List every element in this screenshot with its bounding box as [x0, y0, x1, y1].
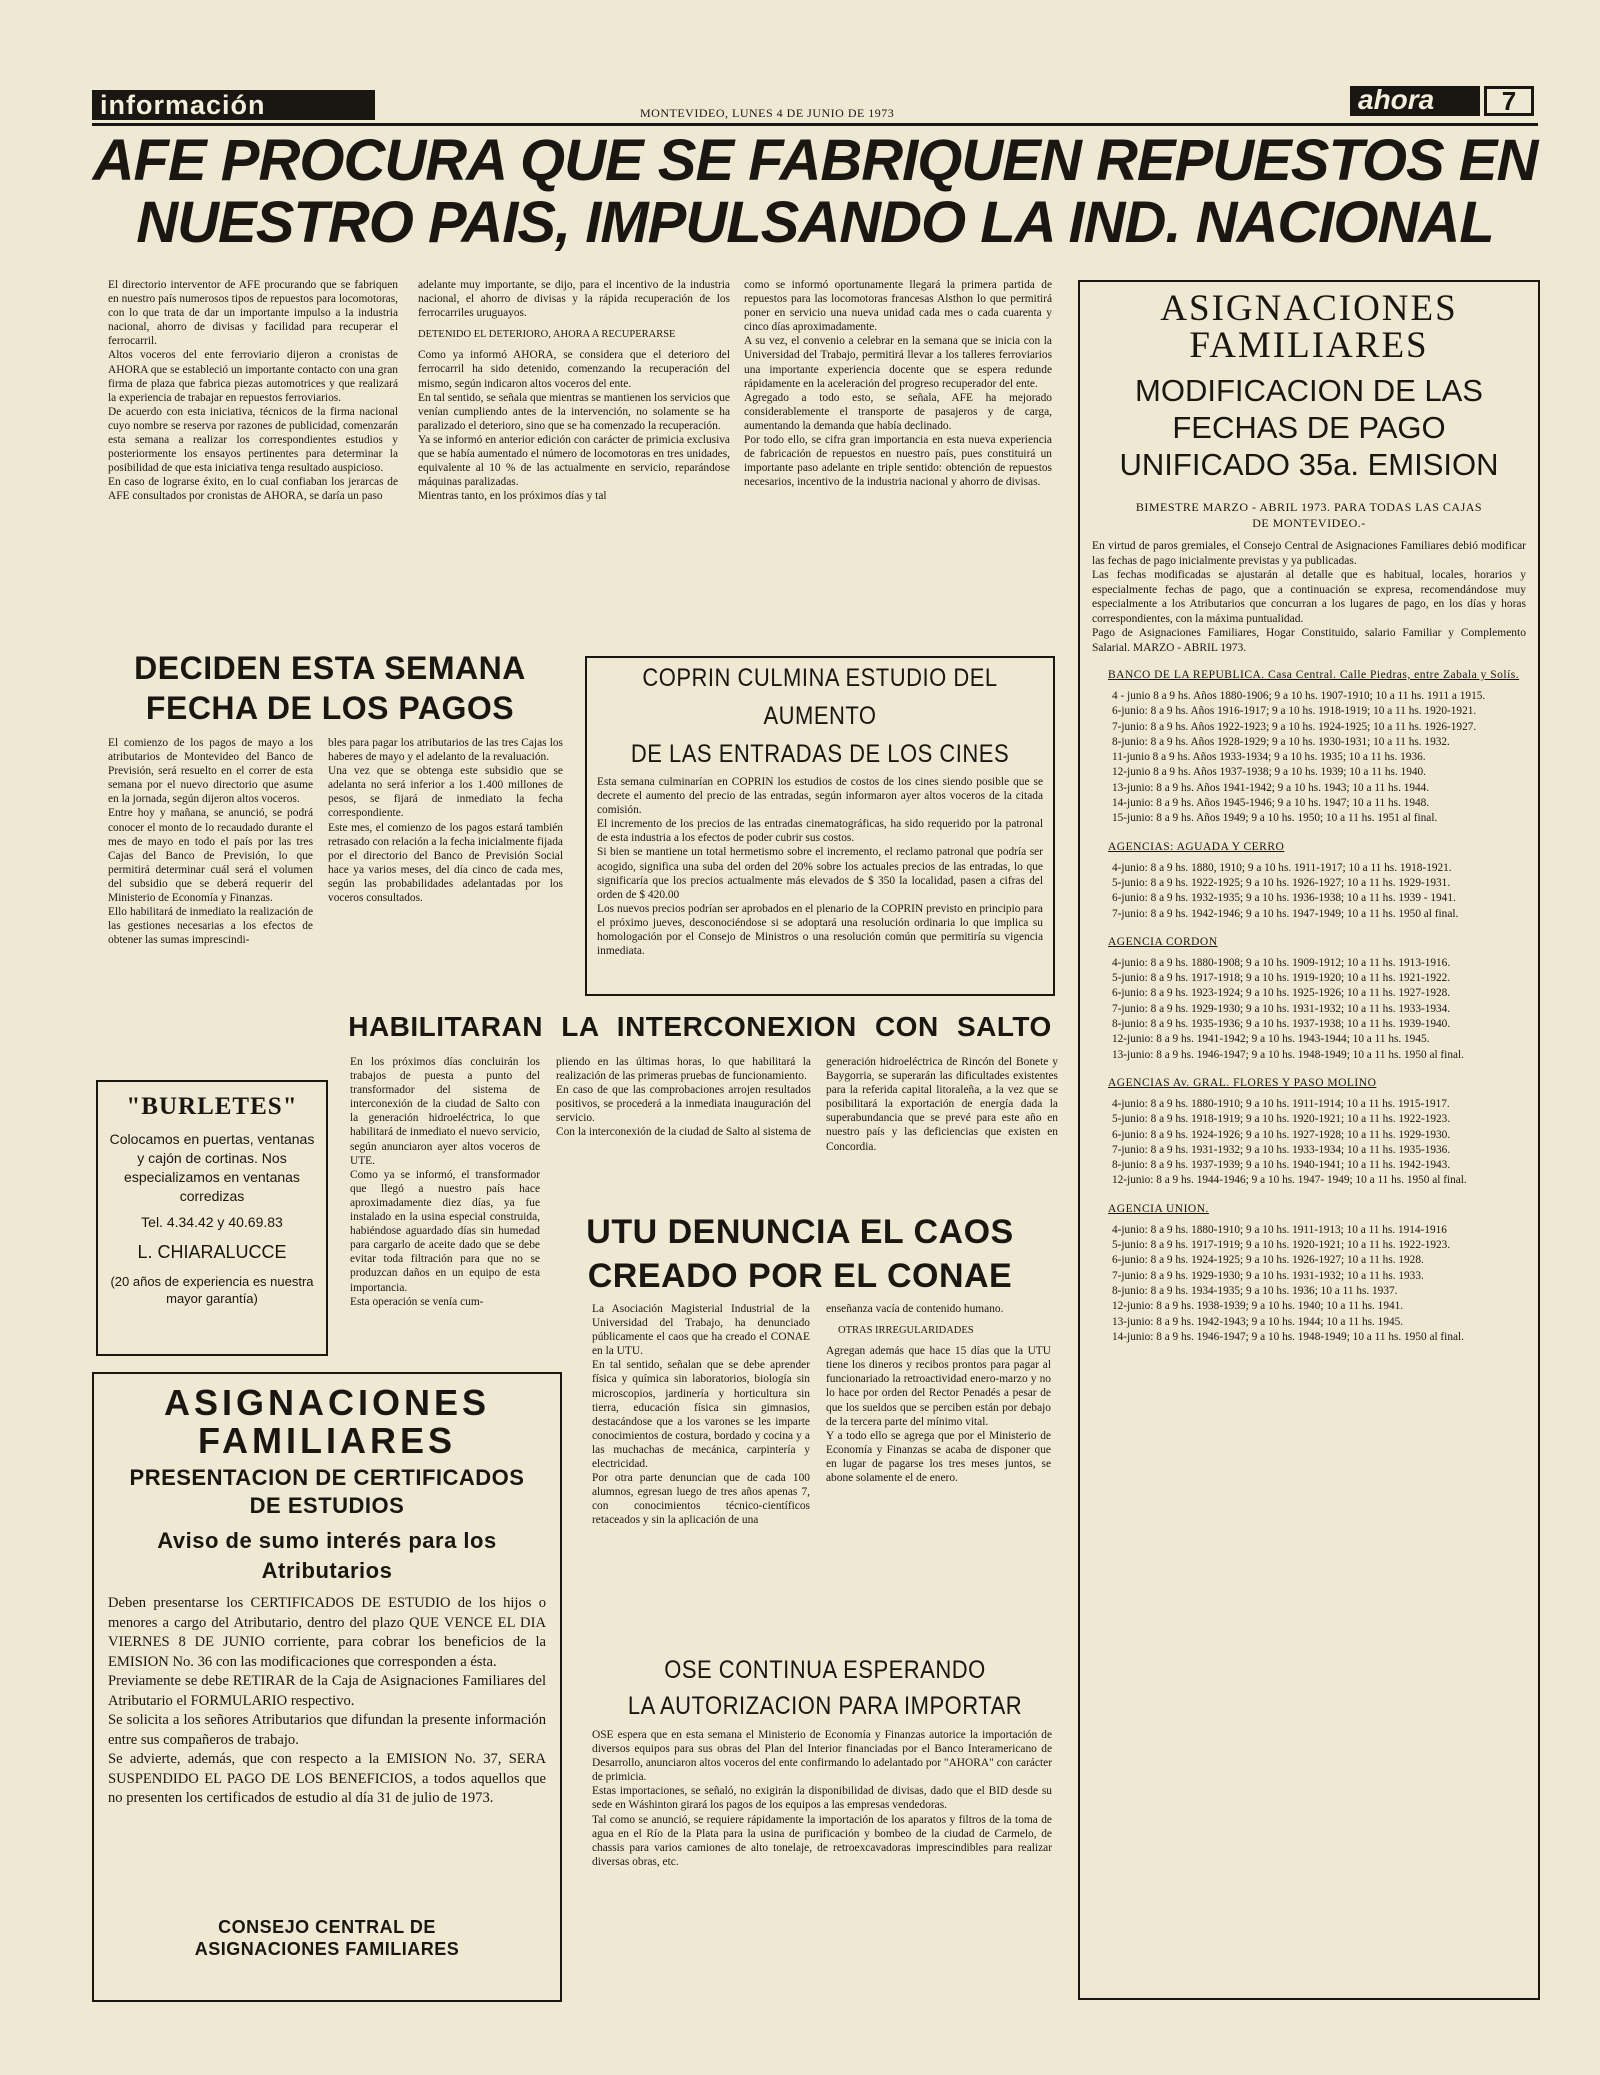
agency-schedule	[1092, 861, 1526, 922]
certificados-notice	[92, 1372, 562, 2002]
page-number	[1484, 86, 1534, 116]
burletes-footer: (20 años de experiencia es nuestra mayor garantía)	[110, 1274, 314, 1306]
pagos-article-col2: bles para pagar los atributarios de las tres Cajas los haberes de mayo y el adelanto de la revaluación. Una vez que se obtenga este subsidio que se adelanta no será inferior a los 1.400 millones de pesos, se fijará de inmediato la fecha correspondiente. Este mes, el comienzo de los pagos estará también retrasado con relación a la fecha inicialmente fijada por el directorio del Banco de Previsión Social hace ya varios meses, del día cinco de cada mes, según las probabilidades adelantadas por los voceros consultados.	[328, 737, 563, 905]
schedule-row: 5-junio: 8 a 9 hs. 1922-1925; 9 a 10 hs. 1926-1927; 10 a 11 hs. 1929-1931.	[1112, 876, 1451, 889]
agency-list	[1092, 669, 1526, 1345]
schedule-row: 4-junio: 8 a 9 hs. 1880, 1910; 9 a 10 hs. 1911-1917; 10 a 11 hs. 1918-1921.	[1112, 861, 1452, 874]
schedule-row: 6-junio: 8 a 9 hs. 1924-1926; 9 a 10 hs. 1927-1928; 10 a 11 hs. 1929-1930.	[1112, 1128, 1451, 1141]
agency-name: AGENCIAS Av. GRAL. FLORES Y PASO MOLINO	[1108, 1076, 1377, 1089]
schedule-row: 5-junio: 8 a 9 hs. 1917-1919; 9 a 10 hs. 1920-1921; 10 a 11 hs. 1922-1923.	[1112, 1239, 1451, 1252]
coprin-box	[585, 656, 1055, 996]
schedule-row: 6-junio: 8 a 9 hs. 1924-1925; 9 a 10 hs. 1926-1927; 10 a 11 hs. 1928.	[1112, 1254, 1424, 1267]
agency-schedule	[1092, 1223, 1526, 1345]
coprin-body: Esta semana culminarían en COPRIN los estudios de costos de los cines siendo posible que se decrete el aumento del precio de las entradas, según informaron ayer altos voceros de la citada comisión. El incremento de los precios de las entradas cinematográficas, ha sido requerido por la patronal de esta industria a los efectos de poder cubrir sus costos. Si bien se mantiene un total hermetismo sobre el incremento, el reclamo patronal que podría ser acogido, significa una suba del orden del 20% sobre los actuales precios de las entradas, lo que significaría que los precios actualmente más elevados de $ 350 la localidad, pasen a cifras del orden de $ 420.00 Los nuevos precios podrían ser aprobados en el plenario de la COPRIN previsto en principio para el próximo jueves, desconociéndose si se adoptará una resolución ordinaria lo que implica su homologación por el Consejo de Ministros o una resolución común que permitiría su vigencia inmediata.	[597, 776, 1043, 958]
afe-article-col2	[418, 278, 730, 644]
utu-col2-bottom: Agregan además que hace 15 días que la UTU tiene los dineros y recibos prontos para pagar al funcionariado la retroactividad enero-marzo y no lo hace por orden del Rector Penadés a pesar de que los sueldos que se perciben están por debajo de la tercera parte del mínimo vital. Y a todo ello se agrega que por el Ministerio de Economía y Finanzas se acaba de disponer que en lugar de pagarse los tres meses juntos, se abone solamente el de enero.	[826, 1345, 1051, 1485]
schedule-row: 5-junio: 8 a 9 hs. 1917-1918; 9 a 10 hs. 1919-1920; 10 a 11 hs. 1921-1922.	[1112, 972, 1451, 985]
schedule-row: 7-junio: 8 a 9 hs. 1929-1930; 9 a 10 hs. 1931-1932; 10 a 11 hs. 1933-1934.	[1112, 1002, 1451, 1015]
logo-text: ahora	[1358, 84, 1435, 115]
salto-title: HABILITARAN LA INTERCONEXION CON SALTO	[348, 1011, 1052, 1042]
schedule-row: 7-junio: 8 a 9 hs. 1942-1946; 9 a 10 hs. 1947-1949; 10 a 11 hs. 1950 al final.	[1112, 907, 1459, 920]
schedule-row: 7-junio: 8 a 9 hs. 1931-1932; 9 a 10 hs. 1933-1934; 10 a 11 hs. 1935-1936.	[1112, 1143, 1451, 1156]
agency-name: BANCO DE LA REPUBLICA. Casa Central. Calle Piedras, entre Zabala y Solís.	[1108, 669, 1520, 681]
afe-subhead: DETENIDO EL DETERIORO, AHORA A RECUPERARSE	[418, 329, 676, 341]
utu-subhead: OTRAS IRREGULARIDADES	[838, 1325, 974, 1337]
asignaciones-sub-3: UNIFICADO 35a. EMISION	[1119, 447, 1499, 482]
headline-line-1: AFE PROCURA QUE SE FABRIQUEN REPUESTOS EN	[92, 128, 1538, 193]
dateline: MONTEVIDEO, LUNES 4 DE JUNIO DE 1973	[640, 106, 895, 120]
utu-article-col2	[826, 1302, 1051, 1652]
salto-article-col2: pliendo en las últimas horas, lo que habilitará la realización de las primeras pruebas de funcionamiento. En caso de que las comprobaciones arrojen resultados positivos, se procederá a la inmediata inauguración del servicio. Con la interconexión de la ciudad de Salto al sistema de	[556, 1056, 811, 1139]
certificados-signature-line-1: CONSEJO CENTRAL DE	[218, 1917, 436, 1937]
schedule-row: 12-junio: 8 a 9 hs. 1938-1939; 9 a 10 hs. 1940; 10 a 11 hs. 1941.	[1112, 1300, 1404, 1313]
burletes-title: "BURLETES"	[126, 1093, 298, 1120]
asignaciones-title-line-2: FAMILIARES	[1189, 325, 1429, 366]
asignaciones-intro: En virtud de paros gremiales, el Consejo Central de Asignaciones Familiares debió modificar las fechas de pago inicialmente previstas y ya publicadas. Las fechas modificadas se ajustarán al detalle que es habitual, locales, horarios y especialmente fechas de pago, que a continuación se expresa, recomendándose muy especialmente a los Atributarios que concurran a los lugares de pago, en los días y horas correspondientes, con la máxima puntualidad. Pago de Asignaciones Familiares, Hogar Constituido, salario Familiar y Complemento Salarial. MARZO - ABRIL 1973.	[1092, 540, 1526, 654]
schedule-row: 4 - junio 8 a 9 hs. Años 1880-1906; 9 a 10 hs. 1907-1910; 10 a 11 hs. 1911 a 1915.	[1112, 690, 1486, 702]
schedule-row: 13-junio: 8 a 9 hs. Años 1941-1942; 9 a 10 hs. 1943; 10 a 11 hs. 1944.	[1112, 781, 1430, 794]
burletes-body: Colocamos en puertas, ventanas y cajón de cortinas. Nos especializamos en ventanas corredizas	[109, 1131, 315, 1204]
certificados-sub-2: DE ESTUDIOS	[249, 1493, 405, 1518]
masthead-rule	[92, 123, 1538, 126]
pagos-title	[100, 648, 560, 728]
certificados-sub-1: PRESENTACION DE CERTIFICADOS	[129, 1465, 525, 1490]
schedule-row: 4-junio: 8 a 9 hs. 1880-1910; 9 a 10 hs. 1911-1913; 10 a 11 hs. 1914-1916	[1112, 1223, 1447, 1236]
page-number-text: 7	[1501, 86, 1517, 116]
ose-title	[590, 1652, 1060, 1724]
certificados-sub-3: Aviso de sumo interés para los	[157, 1528, 497, 1553]
agency-schedule	[1092, 689, 1526, 827]
agency-name: AGENCIA CORDON	[1108, 935, 1218, 948]
schedule-row: 13-junio: 8 a 9 hs. 1946-1947; 9 a 10 hs. 1948-1949; 10 a 11 hs. 1950 al final.	[1112, 1048, 1464, 1061]
asignaciones-sub-1: MODIFICACION DE LAS	[1135, 373, 1483, 408]
schedule-row: 6-junio: 8 a 9 hs. 1932-1935; 9 a 10 hs. 1936-1938; 10 a 11 hs. 1939 - 1941.	[1112, 892, 1456, 905]
afe-col2-bottom: Como ya informó AHORA, se considera que el deterioro del ferrocarril ha sido detenido, comenzando la recuperación del mismo, según indicaron altos voceros del ente. En tal sentido, se señala que mientras se mantienen los servicios que venían cumpliendo antes de la intervención, no solamente se ha paralizado el deterioro, sino que se ha comenzado la recuperación. Ya se informó en anterior edición con carácter de primicia exclusiva que se había aumentado el número de locomotoras en tres unidades, equivalente al 10 % de las actualmente en servicio, reparándose máquinas paralizadas. Mientras tanto, en los próximos días y tal	[418, 349, 730, 503]
utu-title-line-2: CREADO POR EL CONAE	[587, 1257, 1013, 1295]
schedule-row: 7-junio: 8 a 9 hs. 1929-1930; 9 a 10 hs. 1931-1932; 10 a 11 hs. 1933.	[1112, 1269, 1424, 1282]
salto-article-col3: generación hidroeléctrica de Rincón del Bonete y Baygorria, se superarán las dificultades existentes para la referida capital litoraleña, a la vez que se posibilitará la exportación de energía dada la superabundancia que se prevé para este año en nuestro país y las deficiencias que existen en Concordia.	[826, 1056, 1058, 1153]
ose-title-line-2: LA AUTORIZACION PARA IMPORTAR	[627, 1691, 1023, 1720]
utu-article-col1: La Asociación Magisterial Industrial de la Universidad del Trabajo, ha denunciado públicamente el caos que ha creado el CONAE en la UTU. En tal sentido, señalan que se debe aprender física y química sin laboratorios, biología sin microscopios, jardinería y horticultura sin tierra, educación física sin gimnasios, destacándose que a los varones se les imparte conocimientos de costura, bordado y cocina y a las muchachas de mecánica, carpintería y electricidad. Por otra parte denuncian que de cada 100 alumnos, egresan luego de tres años apenas 7, con conocimientos técnico-científicos retaceados y sin la aplicación de una	[592, 1303, 810, 1527]
pagos-title-line-1: DECIDEN ESTA SEMANA	[134, 650, 526, 686]
asignaciones-title-line-1: ASIGNACIONES	[1160, 288, 1458, 329]
schedule-row: 6-junio: 8 a 9 hs. Años 1916-1917; 9 a 10 hs. 1918-1919; 10 a 11 hs. 1920-1921.	[1112, 705, 1477, 718]
main-headline	[92, 130, 1538, 254]
afe-article-col1: El directorio interventor de AFE procurando que se fabriquen en nuestro país numerosos tipos de repuestos para locomotoras, con lo que trata de dar un importante impulso a la industria nacional, ahorro de divisas y facilidad para recuperar el ferrocarril. Altos voceros del ente ferroviario dijeron a cronistas de AHORA que se estableció un importante contacto con una gran firma de plaza que fabrica piezas automotrices y que realizará la experiencia de trabajar en repuestos ferroviarios. De acuerdo con esta iniciativa, técnicos de la firma nacional cuyo nombre se reserva por razones de publicidad, comenzarán esta semana a realizar los correspondientes estudios y posteriormente los ensayos pertinentes para determinar la posibilidad de que esta iniciativa tenga resultado auspicioso. En caso de lograrse éxito, en lo cual confiaban los jerarcas de AFE consultados por cronistas de AHORA, se daría un paso	[108, 279, 398, 503]
certificados-title	[108, 1384, 546, 1460]
certificados-body: Deben presentarse los CERTIFICADOS DE ESTUDIO de los hijos o menores a cargo del Atributario, dentro del plazo QUE VENCE EL DIA VIERNES 8 DE JUNIO corriente, para cobrar los beneficios de la EMISION No. 36 con las modificaciones que corresponden a ésta. Previamente se debe RETIRAR de la Caja de Asignaciones Familiares del Atributario el FORMULARIO respectivo. Se solicita a los señores Atributarios que difundan la presente información entre sus compañeros de trabajo. Se advierte, además, que con respecto a la EMISION No. 37, SERA SUSPENDIDO EL PAGO DE LOS BENEFICIOS, a todos aquellos que no presenten los certificados de estudio al día 31 de julio de 1973.	[108, 1595, 546, 1806]
certificados-title-line-1: ASIGNACIONES	[163, 1382, 491, 1423]
coprin-title-line-1: COPRIN CULMINA ESTUDIO DEL AUMENTO	[642, 663, 998, 730]
section-label	[92, 90, 375, 120]
schedule-row: 6-junio: 8 a 9 hs. 1923-1924; 9 a 10 hs. 1925-1926; 10 a 11 hs. 1927-1928.	[1112, 987, 1451, 1000]
schedule-row: 12-junio: 8 a 9 hs. 1941-1942; 9 a 10 hs. 1943-1944; 10 a 11 hs. 1945.	[1112, 1033, 1430, 1046]
ose-title-line-1: OSE CONTINUA ESPERANDO	[664, 1655, 986, 1684]
schedule-row: 14-junio: 8 a 9 hs. Años 1945-1946; 9 a 10 hs. 1947; 10 a 11 hs. 1948.	[1112, 797, 1430, 810]
coprin-title	[597, 659, 1043, 773]
coprin-title-line-2: DE LAS ENTRADAS DE LOS CINES	[630, 739, 1010, 768]
burletes-name: L. CHIARALUCCE	[137, 1242, 287, 1262]
asignaciones-subtitle	[1092, 372, 1526, 483]
ose-body: OSE espera que en esta semana el Ministerio de Economía y Finanzas autorice la importación de diversos equipos para sus obras del Plan del Interior financiadas por el Banco Interamericano de Desarrollo, anunciaron altos voceros del ente confirmando lo adelantado por "AHORA" con carácter de primicia. Estas importaciones, se señaló, no exigirán la disponibilidad de divisas, dado que el BID desde su sede en Wáshinton girará los pagos de los equipos a las empresas vendedoras. Tal como se anunció, se requiere rápidamente la importación de los aparatos y filtros de la toma de agua en el Río de la Plata para la usina de purificación y bombeo de la ciudad de Carmelo, de chassis para varios camiones de alto tonelaje, de retroexcavadoras imprescindibles para realizar diversas obras, etc.	[592, 1729, 1052, 1868]
certificados-signature	[108, 1916, 546, 1960]
schedule-row: 12-junio: 8 a 9 hs. 1944-1946; 9 a 10 hs. 1947- 1949; 10 a 11 hs. 1950 al final.	[1112, 1174, 1467, 1187]
pagos-title-line-2: FECHA DE LOS PAGOS	[145, 690, 515, 726]
certificados-signature-line-2: ASIGNACIONES FAMILIARES	[194, 1939, 460, 1959]
schedule-row: 5-junio: 8 a 9 hs. 1918-1919; 9 a 10 hs. 1920-1921; 10 a 11 hs. 1922-1923.	[1112, 1113, 1451, 1126]
schedule-row: 15-junio: 8 a 9 hs. Años 1949; 9 a 10 hs. 1950; 10 a 11 hs. 1951 al final.	[1112, 812, 1438, 825]
utu-col2-top: enseñanza vacía de contenido humano.	[826, 1303, 1004, 1315]
schedule-row: 8-junio: 8 a 9 hs. 1934-1935; 9 a 10 hs. 1936; 10 a 11 hs. 1937.	[1112, 1284, 1398, 1297]
asignaciones-bimestre: BIMESTRE MARZO - ABRIL 1973. PARA TODAS LAS CAJAS DE MONTEVIDEO.-	[1135, 500, 1483, 530]
asignaciones-sub-2: FECHAS DE PAGO	[1172, 410, 1446, 445]
agency-schedule	[1092, 956, 1526, 1063]
schedule-row: 4-junio: 8 a 9 hs. 1880-1910; 9 a 10 hs. 1911-1914; 10 a 11 hs. 1915-1917.	[1112, 1097, 1450, 1110]
schedule-row: 12-junio 8 a 9 hs. Años 1937-1938; 9 a 10 hs. 1939; 10 a 11 hs. 1940.	[1112, 766, 1427, 779]
schedule-row: 8-junio: 8 a 9 hs. Años 1928-1929; 9 a 10 hs. 1930-1931; 10 a 11 hs. 1932.	[1112, 735, 1450, 748]
burletes-ad	[96, 1080, 328, 1356]
pagos-article-col1: El comienzo de los pagos de mayo a los atributarios de Montevideo del Banco de Previsión, será resuelto en el correr de esta semana por el nuevo directorio que asume en la jornada, según dijeron altos voceros. Entre hoy y mañana, se anunció, se podrá conocer el monto de lo recaudado durante el mes de mayo en todo el país por las tres Cajas del Banco de Previsión, lo que permitirá determinar cuál será el volumen del subsidio que se deberá requerir del Ministerio de Economía y Finanzas. Ello habilitará de inmediato la realización de las gestiones necesarias a los efectos de obtener las sumas imprescindi-	[108, 737, 313, 947]
newspaper-logo	[1350, 86, 1480, 116]
utu-title	[565, 1210, 1035, 1298]
agency-name: AGENCIAS: AGUADA Y CERRO	[1108, 840, 1285, 853]
schedule-row: 4-junio: 8 a 9 hs. 1880-1908; 9 a 10 hs. 1909-1912; 10 a 11 hs. 1913-1916.	[1112, 956, 1451, 969]
agency-schedule	[1092, 1097, 1526, 1189]
certificados-sub-4: Atributarios	[261, 1558, 393, 1583]
afe-col2-top: adelante muy importante, se dijo, para el incentivo de la industria nacional, el ahorro de divisas y la rápida recuperación de los ferrocarriles uruguayos.	[418, 279, 730, 320]
asignaciones-notice	[1078, 280, 1540, 2000]
section-label-text: información	[100, 90, 266, 120]
headline-line-2: NUESTRO PAIS, IMPULSANDO LA IND. NACIONAL	[136, 190, 1494, 255]
schedule-row: 8-junio: 8 a 9 hs. 1937-1939; 9 a 10 hs. 1940-1941; 10 a 11 hs. 1942-1943.	[1112, 1159, 1451, 1172]
schedule-row: 7-junio: 8 a 9 hs. Años 1922-1923; 9 a 10 hs. 1924-1925; 10 a 11 hs. 1926-1927.	[1112, 720, 1477, 733]
schedule-row: 8-junio: 8 a 9 hs. 1935-1936; 9 a 10 hs. 1937-1938; 10 a 11 hs. 1939-1940.	[1112, 1018, 1451, 1031]
schedule-row: 14-junio: 8 a 9 hs. 1946-1947; 9 a 10 hs. 1948-1949; 10 a 11 hs. 1950 al final.	[1112, 1330, 1464, 1343]
afe-article-col3: como se informó oportunamente llegará la primera partida de repuestos para las locomotoras francesas Alsthon lo que permitirá poner en servicio una nueva unidad cada mes o cada cuarenta y cinco días aproximadamente. A su vez, el convenio a celebrar en la semana que se inicia con la Universidad del Trabajo, permitirá llevar a los talleres ferroviarios una importante experiencia docente que se espera redunde rápidamente en la aceleración del progreso recuperador del ente. Agregado a todo esto, se señala, AFE ha mejorado considerablemente el transporte de pasajeros y de carga, aumentando la demanda que había declinado. Por todo ello, se cifra gran importancia en esta nueva experiencia de fabricación de repuestos en nuestro país, pues constituirá un importante paso adelante en triple sentido: obtención de repuestos necesarios, incentivo de la industria nacional y ahorro de divisas.	[744, 279, 1052, 489]
schedule-row: 13-junio: 8 a 9 hs. 1942-1943; 9 a 10 hs. 1944; 10 a 11 hs. 1945.	[1112, 1315, 1404, 1328]
salto-article-col1: En los próximos días concluirán los trabajos de puesta a punto del transformador del sistema de interconexión de la ciudad de Salto con la generación hidroeléctrica, lo que habilitará de inmediato el nuevo servicio, según anunciaron ayer altos voceros de UTE. Como ya se informó, el transformador que llegó a nuestro país hace aproximadamente diez días, ya fue instalado en la usina especial construida, habiéndose aguardado días sin humedad para cargarlo de aceite dado que se debe evitar toda filtración para que no se produzcan daños en un equipo de esta importancia. Esta operación se venía cum-	[350, 1056, 540, 1308]
schedule-row: 11-junio 8 a 9 hs. Años 1933-1934; 9 a 10 hs. 1935; 10 a 11 hs. 1936.	[1112, 751, 1426, 764]
asignaciones-title	[1092, 290, 1526, 364]
certificados-title-line-2: FAMILIARES	[197, 1420, 456, 1461]
utu-title-line-1: UTU DENUNCIA EL CAOS	[586, 1213, 1014, 1251]
burletes-phone: Tel. 4.34.42 y 40.69.83	[141, 1214, 283, 1230]
agency-name: AGENCIA UNION.	[1108, 1202, 1209, 1215]
